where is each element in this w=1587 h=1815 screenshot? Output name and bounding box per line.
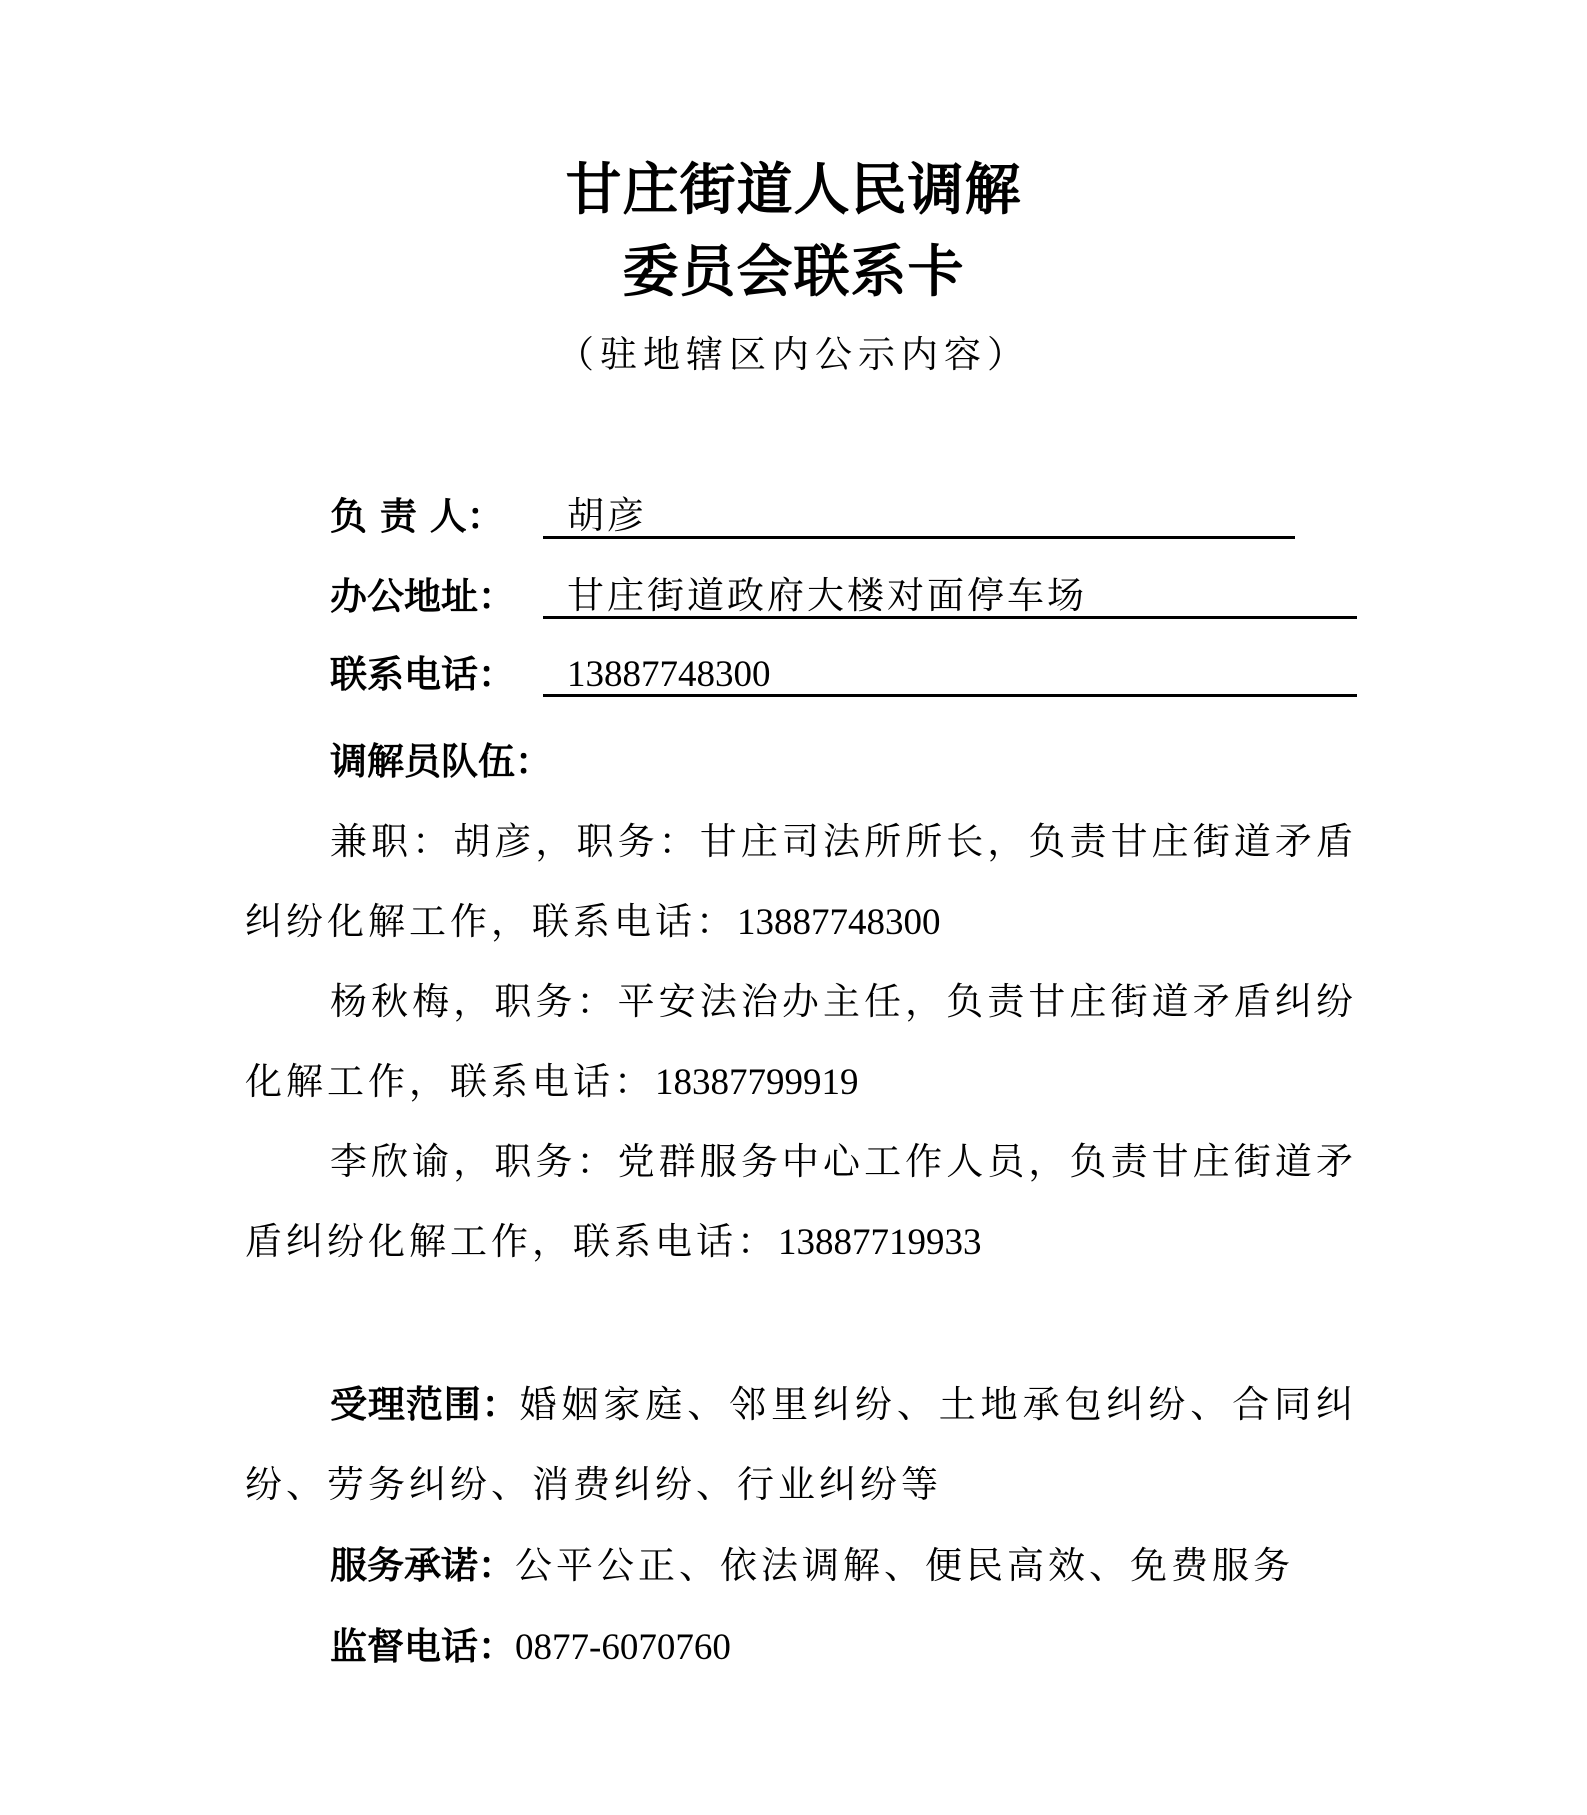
commitment-label: 服务承诺： bbox=[330, 1544, 515, 1587]
mediator-phone: 18387799919 bbox=[655, 1062, 859, 1103]
supervision-label: 监督电话： bbox=[330, 1625, 515, 1668]
mediator-description: 兼职：胡彦，职务：甘庄司法所所长，负责甘庄街道矛盾纠纷化解工作，联系电话： bbox=[245, 822, 1357, 943]
supervision-phone: 0877-6070760 bbox=[515, 1627, 731, 1668]
document-subtitle: （驻地辖区内公示内容） bbox=[557, 333, 1030, 376]
mediator-description: 李欣谕，职务：党群服务中心工作人员，负责甘庄街道矛盾纠纷化解工作，联系电话： bbox=[245, 1142, 1357, 1263]
mediator-description: 杨秋梅，职务：平安法治办主任，负责甘庄街道矛盾纠纷化解工作，联系电话： bbox=[245, 982, 1357, 1103]
commitment-paragraph bbox=[245, 1526, 1357, 1607]
scope-value: 婚姻家庭、邻里纠纷、土地承包纠纷、合同纠纷、劳务纠纷、消费纠纷、行业纠纷等 bbox=[245, 1385, 1358, 1506]
underline bbox=[543, 536, 1295, 539]
mediators-heading: 调解员队伍： bbox=[330, 740, 552, 783]
field-label: 负 责 人： bbox=[330, 495, 504, 538]
field-value: 13887748300 bbox=[567, 654, 771, 695]
mediator-entry bbox=[245, 1123, 1357, 1283]
supervision-paragraph bbox=[245, 1607, 1357, 1688]
underline bbox=[543, 616, 1357, 619]
document-title-line1: 甘庄街道人民调解 bbox=[565, 157, 1022, 223]
mediator-phone: 13887719933 bbox=[778, 1222, 982, 1263]
mediator-phone: 13887748300 bbox=[737, 902, 941, 943]
scope-label: 受理范围： bbox=[330, 1383, 520, 1426]
field-label: 联系电话： bbox=[330, 653, 515, 696]
field-value: 甘庄街道政府大楼对面停车场 bbox=[567, 576, 1087, 617]
field-label: 办公地址： bbox=[330, 575, 515, 618]
underline bbox=[543, 694, 1357, 697]
mediators-section bbox=[245, 722, 1357, 1283]
mediator-entry bbox=[245, 963, 1357, 1123]
mediator-entry bbox=[245, 803, 1357, 963]
info-section bbox=[245, 1365, 1357, 1688]
scope-paragraph bbox=[245, 1365, 1357, 1526]
field-value: 胡彦 bbox=[567, 496, 647, 537]
commitment-value: 公平公正、依法调解、便民高效、免费服务 bbox=[515, 1546, 1294, 1587]
document-title-line2: 委员会联系卡 bbox=[622, 239, 965, 305]
